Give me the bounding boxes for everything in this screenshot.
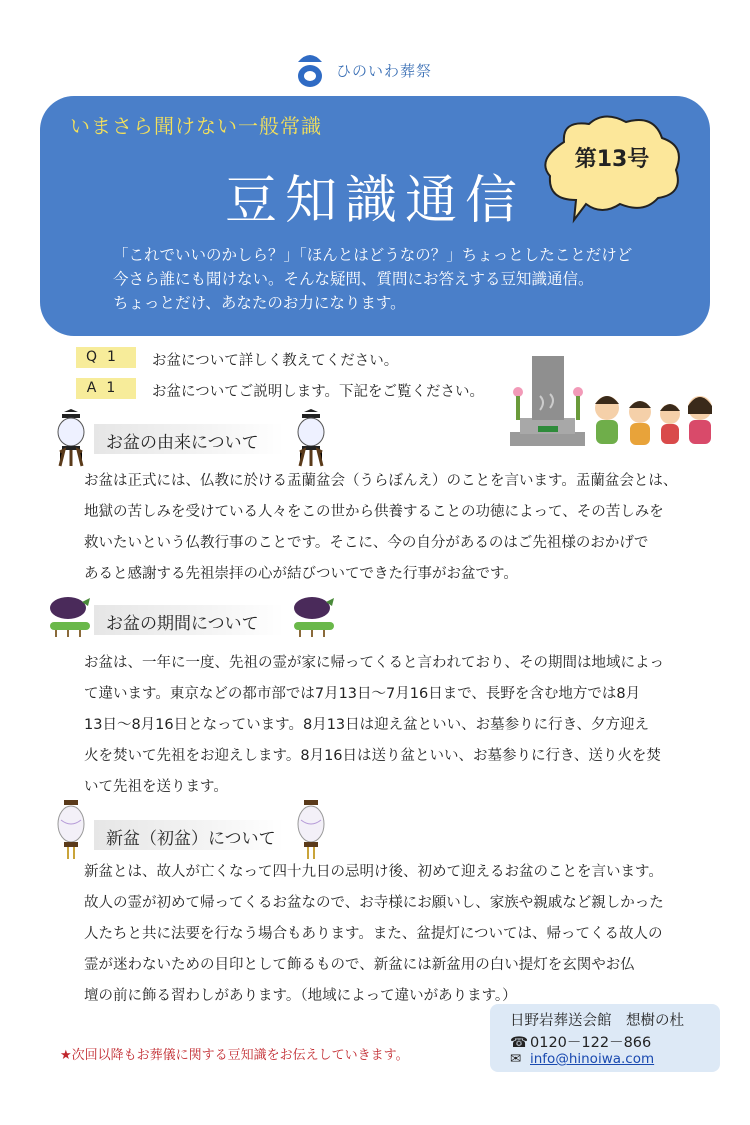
logo-text: ひのいわ葬祭 [336, 62, 433, 80]
lantern-icon [294, 408, 328, 468]
grave-family-illustration [510, 350, 715, 450]
body-line: あると感謝する先祖崇拝の心が結びついてできた行事がお盆です。 [84, 566, 518, 582]
section-heading: お盆の由来について [106, 433, 259, 453]
body-line: 13日～8月16日となっています。8月13日は迎え盆といい、お墓参りに行き、夕方迎え [84, 717, 650, 733]
intro-line: 「これでいいのかしら？」「ほんとはどうなの？」ちょっとしたことだけど [113, 246, 633, 264]
body-line: 地獄の苦しみを受けている人々をこの世から供養することの功徳によって、その苦しみを [84, 504, 664, 520]
eggplant-cucumber-icon [46, 594, 94, 638]
bon-lantern-icon [296, 800, 326, 860]
email-link[interactable]: info@hinoiwa.com [530, 1051, 655, 1067]
body-line: いて先祖を送ります。 [84, 779, 228, 795]
section-heading: お盆の期間について [106, 614, 259, 634]
body-line: て違います。東京などの都市部では7月13日～7月16日まで、長野を含む地方では8月 [84, 686, 641, 702]
intro-text [113, 243, 673, 315]
body-line: 救いたいという仏教行事のことです。そこに、今の自分があるのはご先祖様のおかげで [84, 535, 649, 551]
body-line: お盆は正式には、仏教に於ける盂蘭盆会（うらぼんえ）のことを言います。盂蘭盆会とは、 [84, 473, 678, 489]
body-line: お盆は、一年に一度、先祖の霊が家に帰ってくると言われており、その期間は地域によっ [84, 655, 664, 671]
email-icon: ✉ [510, 1051, 522, 1067]
bon-lantern-icon [56, 800, 86, 860]
section-body [84, 648, 694, 803]
issue-number: 第13号 [574, 147, 650, 172]
header-kicker: いまさら聞けない一般常識 [70, 114, 322, 138]
page-title: 豆知識通信 [225, 171, 526, 231]
body-line: 霊が迷わないための目印として飾るもので、新盆には新盆用の白い提灯を玄関やお仏 [84, 957, 635, 973]
body-line: 人たちと共に法要を行なう場合もあります。また、盆提灯については、帰ってくる故人の [84, 926, 663, 942]
question-tag: Q1 [76, 347, 136, 368]
contact-email [510, 1051, 654, 1067]
section-heading: 新盆（初盆）について [106, 829, 276, 849]
intro-line: 今さら誰にも聞けない。そんな疑問、質問にお答えする豆知識通信。 [113, 270, 594, 288]
contact-name: 日野岩葬送会館 想樹の杜 [510, 1013, 684, 1029]
body-line: 故人の霊が初めて帰ってくるお盆なので、お寺様にお願いし、家族や親戚など親しかった [84, 895, 664, 911]
question-text: お盆について詳しく教えてください。 [152, 353, 399, 369]
answer-text: お盆についてご説明します。下記をご覧ください。 [152, 384, 485, 400]
body-line: 壇の前に飾る習わしがあります。（地域によって違いがあります。） [84, 988, 517, 1004]
phone-number[interactable]: 0120－122－866 [530, 1035, 652, 1051]
footer-note: ★次回以降もお葬儀に関する豆知識をお伝えしていきます。 [60, 1048, 409, 1063]
eggplant-cucumber-icon [290, 594, 338, 638]
contact-phone [510, 1031, 651, 1052]
lantern-icon [54, 408, 88, 468]
answer-tag: A1 [76, 378, 136, 399]
phone-icon: ☎ [510, 1035, 529, 1051]
intro-line: ちょっとだけ、あなたのお力になります。 [113, 294, 406, 312]
body-line: 新盆とは、故人が亡くなって四十九日の忌明け後、初めて迎えるお盆のことを言います。 [84, 864, 663, 880]
section-body [84, 857, 694, 1012]
body-line: 火を焚いて先祖をお迎えします。8月16日は送り盆といい、お墓参りに行き、送り火を焚 [84, 748, 661, 764]
section-body [84, 466, 694, 590]
